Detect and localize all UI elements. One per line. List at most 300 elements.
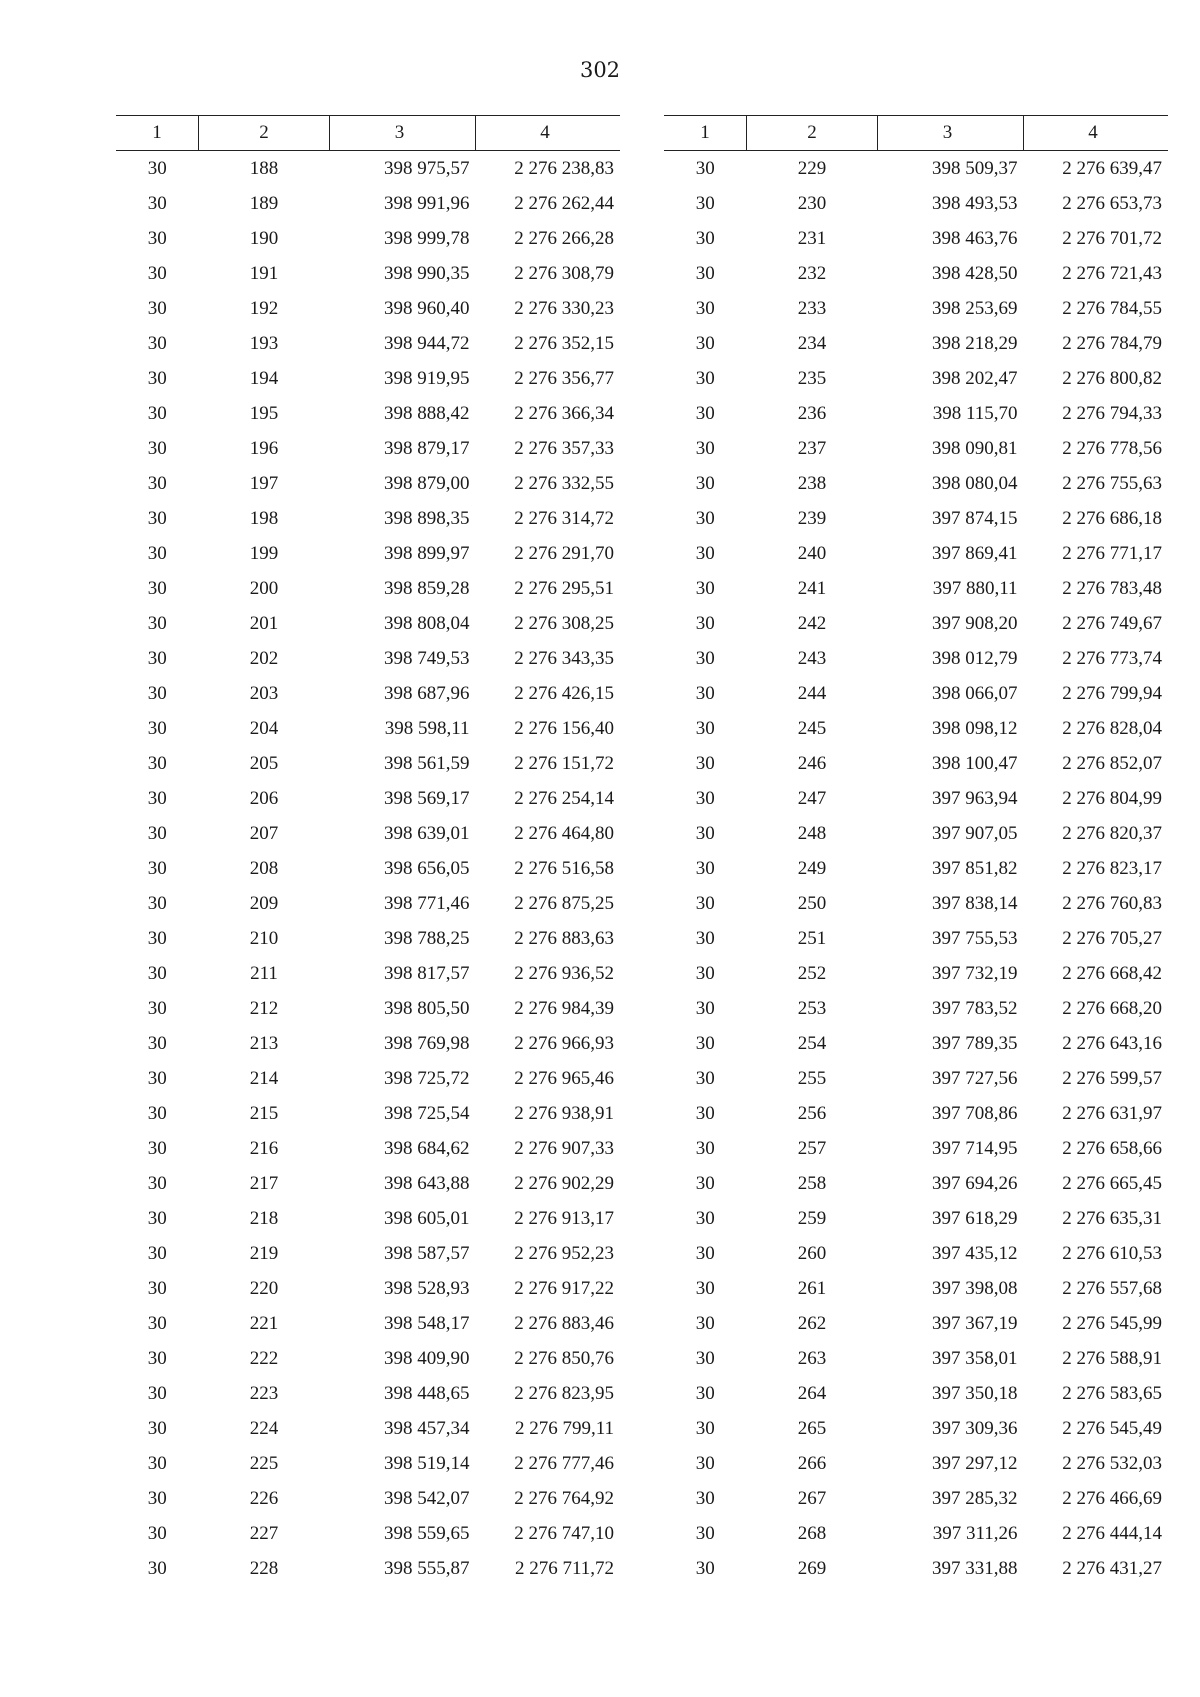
cell-zone: 30 <box>695 1207 715 1229</box>
cell-point-number: 249 <box>797 857 827 879</box>
table-row <box>116 571 620 606</box>
cell-zone: 30 <box>695 717 715 739</box>
cell-y-coordinate: 2 276 828,04 <box>1062 717 1162 739</box>
cell-zone: 30 <box>695 927 715 949</box>
cell-zone: 30 <box>695 157 715 179</box>
cell-zone: 30 <box>147 647 167 669</box>
column-header-3: 3 <box>878 116 1024 151</box>
cell-x-coordinate: 398 463,76 <box>932 227 1018 249</box>
cell-zone: 30 <box>147 1277 167 1299</box>
cell-x-coordinate: 398 817,57 <box>384 962 470 984</box>
cell-y-coordinate: 2 276 784,55 <box>1062 297 1162 319</box>
cell-point-number: 261 <box>797 1277 827 1299</box>
table-row <box>116 361 620 396</box>
table-row <box>664 1306 1168 1341</box>
table-row <box>116 431 620 466</box>
column-header-4: 4 <box>1024 116 1169 151</box>
table-row <box>664 1481 1168 1516</box>
cell-y-coordinate: 2 276 705,27 <box>1062 927 1162 949</box>
cell-x-coordinate: 397 708,86 <box>932 1102 1018 1124</box>
cell-zone: 30 <box>147 577 167 599</box>
cell-zone: 30 <box>147 192 167 214</box>
table-row <box>116 886 620 921</box>
cell-x-coordinate: 398 898,35 <box>384 507 470 529</box>
cell-point-number: 208 <box>249 857 279 879</box>
cell-y-coordinate: 2 276 266,28 <box>514 227 614 249</box>
cell-point-number: 202 <box>249 647 279 669</box>
cell-zone: 30 <box>695 1522 715 1544</box>
cell-y-coordinate: 2 276 658,66 <box>1062 1137 1162 1159</box>
cell-point-number: 189 <box>249 192 279 214</box>
cell-point-number: 203 <box>249 682 279 704</box>
cell-x-coordinate: 397 618,29 <box>932 1207 1018 1229</box>
cell-y-coordinate: 2 276 366,34 <box>514 402 614 424</box>
table-row <box>116 466 620 501</box>
cell-x-coordinate: 398 555,87 <box>384 1557 470 1579</box>
cell-y-coordinate: 2 276 545,99 <box>1062 1312 1162 1334</box>
table-row <box>664 1236 1168 1271</box>
cell-zone: 30 <box>147 1312 167 1334</box>
cell-point-number: 209 <box>249 892 279 914</box>
cell-zone: 30 <box>147 367 167 389</box>
table-row <box>116 1201 620 1236</box>
cell-zone: 30 <box>695 857 715 879</box>
table-row <box>116 1481 620 1516</box>
column-header-1: 1 <box>664 116 747 151</box>
cell-point-number: 207 <box>249 822 279 844</box>
cell-y-coordinate: 2 276 665,45 <box>1062 1172 1162 1194</box>
cell-x-coordinate: 397 755,53 <box>932 927 1018 949</box>
table-row <box>664 711 1168 746</box>
cell-y-coordinate: 2 276 721,43 <box>1062 262 1162 284</box>
table-row <box>664 1166 1168 1201</box>
cell-x-coordinate: 397 851,82 <box>932 857 1018 879</box>
cell-x-coordinate: 397 350,18 <box>932 1382 1018 1404</box>
cell-zone: 30 <box>147 1417 167 1439</box>
cell-x-coordinate: 398 879,00 <box>384 472 470 494</box>
coordinates-table-left <box>116 115 620 1586</box>
cell-zone: 30 <box>695 997 715 1019</box>
cell-zone: 30 <box>695 437 715 459</box>
cell-point-number: 188 <box>249 157 279 179</box>
cell-point-number: 232 <box>797 262 827 284</box>
table-row <box>664 606 1168 641</box>
cell-y-coordinate: 2 276 917,22 <box>514 1277 614 1299</box>
cell-point-number: 195 <box>249 402 279 424</box>
cell-zone: 30 <box>147 962 167 984</box>
table-row <box>116 1306 620 1341</box>
cell-zone: 30 <box>695 1242 715 1264</box>
cell-x-coordinate: 397 297,12 <box>932 1452 1018 1474</box>
cell-y-coordinate: 2 276 913,17 <box>514 1207 614 1229</box>
table-row <box>116 1516 620 1551</box>
table-row <box>664 676 1168 711</box>
table-row <box>116 1166 620 1201</box>
cell-y-coordinate: 2 276 343,35 <box>514 647 614 669</box>
cell-x-coordinate: 398 098,12 <box>932 717 1018 739</box>
cell-zone: 30 <box>147 787 167 809</box>
cell-y-coordinate: 2 276 852,07 <box>1062 752 1162 774</box>
cell-x-coordinate: 397 331,88 <box>932 1557 1018 1579</box>
table-row <box>116 816 620 851</box>
cell-x-coordinate: 398 999,78 <box>384 227 470 249</box>
cell-x-coordinate: 398 448,65 <box>384 1382 470 1404</box>
table-row <box>664 1061 1168 1096</box>
cell-zone: 30 <box>695 612 715 634</box>
cell-x-coordinate: 398 100,47 <box>932 752 1018 774</box>
table-row <box>664 921 1168 956</box>
cell-point-number: 217 <box>249 1172 279 1194</box>
table-row <box>116 536 620 571</box>
cell-y-coordinate: 2 276 356,77 <box>514 367 614 389</box>
cell-y-coordinate: 2 276 883,46 <box>514 1312 614 1334</box>
cell-zone: 30 <box>695 752 715 774</box>
cell-point-number: 269 <box>797 1557 827 1579</box>
cell-point-number: 215 <box>249 1102 279 1124</box>
cell-zone: 30 <box>147 1032 167 1054</box>
cell-zone: 30 <box>147 262 167 284</box>
cell-x-coordinate: 398 012,79 <box>932 647 1018 669</box>
cell-point-number: 241 <box>797 577 827 599</box>
table-row <box>116 1236 620 1271</box>
cell-y-coordinate: 2 276 643,16 <box>1062 1032 1162 1054</box>
cell-zone: 30 <box>147 1137 167 1159</box>
cell-y-coordinate: 2 276 254,14 <box>514 787 614 809</box>
cell-x-coordinate: 397 783,52 <box>932 997 1018 1019</box>
cell-x-coordinate: 398 080,04 <box>932 472 1018 494</box>
cell-x-coordinate: 397 285,32 <box>932 1487 1018 1509</box>
table-row <box>664 221 1168 256</box>
table-row <box>116 921 620 956</box>
table-row <box>116 641 620 676</box>
cell-y-coordinate: 2 276 771,17 <box>1062 542 1162 564</box>
cell-y-coordinate: 2 276 262,44 <box>514 192 614 214</box>
cell-zone: 30 <box>695 402 715 424</box>
cell-zone: 30 <box>695 1417 715 1439</box>
cell-zone: 30 <box>147 612 167 634</box>
cell-y-coordinate: 2 276 314,72 <box>514 507 614 529</box>
cell-x-coordinate: 397 874,15 <box>932 507 1018 529</box>
cell-x-coordinate: 397 727,56 <box>932 1067 1018 1089</box>
table-row <box>664 781 1168 816</box>
table-row <box>664 1411 1168 1446</box>
cell-zone: 30 <box>147 507 167 529</box>
table-row <box>116 326 620 361</box>
cell-x-coordinate: 398 253,69 <box>932 297 1018 319</box>
cell-point-number: 236 <box>797 402 827 424</box>
cell-zone: 30 <box>695 962 715 984</box>
cell-x-coordinate: 397 358,01 <box>932 1347 1018 1369</box>
cell-y-coordinate: 2 276 711,72 <box>514 1557 614 1579</box>
cell-x-coordinate: 398 202,47 <box>932 367 1018 389</box>
cell-y-coordinate: 2 276 352,15 <box>514 332 614 354</box>
cell-y-coordinate: 2 276 799,94 <box>1062 682 1162 704</box>
cell-zone: 30 <box>695 1347 715 1369</box>
cell-x-coordinate: 398 725,54 <box>384 1102 470 1124</box>
cell-x-coordinate: 397 435,12 <box>932 1242 1018 1264</box>
cell-y-coordinate: 2 276 332,55 <box>514 472 614 494</box>
cell-y-coordinate: 2 276 238,83 <box>514 157 614 179</box>
cell-y-coordinate: 2 276 749,67 <box>1062 612 1162 634</box>
cell-point-number: 212 <box>249 997 279 1019</box>
cell-zone: 30 <box>147 857 167 879</box>
cell-y-coordinate: 2 276 532,03 <box>1062 1452 1162 1474</box>
cell-y-coordinate: 2 276 965,46 <box>514 1067 614 1089</box>
cell-y-coordinate: 2 276 952,23 <box>514 1242 614 1264</box>
cell-zone: 30 <box>695 1032 715 1054</box>
cell-point-number: 200 <box>249 577 279 599</box>
cell-zone: 30 <box>147 1452 167 1474</box>
table-row <box>664 816 1168 851</box>
table-row <box>116 1061 620 1096</box>
cell-zone: 30 <box>147 1347 167 1369</box>
cell-y-coordinate: 2 276 291,70 <box>514 542 614 564</box>
cell-x-coordinate: 397 311,26 <box>932 1522 1018 1544</box>
cell-point-number: 192 <box>249 297 279 319</box>
table-row <box>116 1551 620 1586</box>
table-header-row <box>116 116 620 151</box>
cell-y-coordinate: 2 276 764,92 <box>514 1487 614 1509</box>
cell-point-number: 211 <box>250 962 278 984</box>
table-row <box>116 151 620 187</box>
cell-y-coordinate: 2 276 850,76 <box>514 1347 614 1369</box>
table-row <box>116 1131 620 1166</box>
cell-y-coordinate: 2 276 295,51 <box>514 577 614 599</box>
cell-point-number: 267 <box>797 1487 827 1509</box>
cell-zone: 30 <box>147 297 167 319</box>
cell-zone: 30 <box>695 262 715 284</box>
cell-x-coordinate: 397 908,20 <box>932 612 1018 634</box>
cell-x-coordinate: 398 115,70 <box>932 402 1018 424</box>
cell-zone: 30 <box>695 1557 715 1579</box>
table-row <box>116 746 620 781</box>
cell-zone: 30 <box>695 1487 715 1509</box>
table-row <box>116 1271 620 1306</box>
cell-x-coordinate: 398 788,25 <box>384 927 470 949</box>
cell-y-coordinate: 2 276 755,63 <box>1062 472 1162 494</box>
cell-y-coordinate: 2 276 545,49 <box>1062 1417 1162 1439</box>
cell-zone: 30 <box>147 927 167 949</box>
cell-x-coordinate: 398 218,29 <box>932 332 1018 354</box>
cell-x-coordinate: 398 605,01 <box>384 1207 470 1229</box>
cell-x-coordinate: 398 519,14 <box>384 1452 470 1474</box>
cell-x-coordinate: 398 808,04 <box>384 612 470 634</box>
cell-zone: 30 <box>147 1067 167 1089</box>
table-row <box>664 291 1168 326</box>
cell-x-coordinate: 398 569,17 <box>384 787 470 809</box>
table-row <box>116 991 620 1026</box>
cell-point-number: 198 <box>249 507 279 529</box>
table-row <box>116 221 620 256</box>
column-header-1: 1 <box>116 116 199 151</box>
table-row <box>116 1026 620 1061</box>
table-row <box>116 1446 620 1481</box>
table-row <box>664 1026 1168 1061</box>
table-row <box>664 256 1168 291</box>
cell-point-number: 252 <box>797 962 827 984</box>
cell-point-number: 262 <box>797 1312 827 1334</box>
cell-zone: 30 <box>695 472 715 494</box>
cell-x-coordinate: 398 687,96 <box>384 682 470 704</box>
cell-zone: 30 <box>695 787 715 809</box>
cell-point-number: 216 <box>249 1137 279 1159</box>
cell-point-number: 243 <box>797 647 827 669</box>
cell-point-number: 225 <box>249 1452 279 1474</box>
cell-point-number: 210 <box>249 927 279 949</box>
table-row <box>116 256 620 291</box>
cell-point-number: 255 <box>797 1067 827 1089</box>
column-header-4: 4 <box>476 116 621 151</box>
cell-y-coordinate: 2 276 583,65 <box>1062 1382 1162 1404</box>
cell-zone: 30 <box>695 332 715 354</box>
cell-y-coordinate: 2 276 516,58 <box>514 857 614 879</box>
cell-zone: 30 <box>695 1312 715 1334</box>
cell-point-number: 237 <box>797 437 827 459</box>
cell-y-coordinate: 2 276 966,93 <box>514 1032 614 1054</box>
cell-x-coordinate: 398 493,53 <box>932 192 1018 214</box>
table-row <box>116 291 620 326</box>
cell-x-coordinate: 398 879,17 <box>384 437 470 459</box>
cell-point-number: 251 <box>797 927 827 949</box>
cell-x-coordinate: 397 367,19 <box>932 1312 1018 1334</box>
cell-y-coordinate: 2 276 823,95 <box>514 1382 614 1404</box>
table-row <box>116 956 620 991</box>
table-row <box>116 676 620 711</box>
table-row <box>664 466 1168 501</box>
cell-point-number: 266 <box>797 1452 827 1474</box>
cell-point-number: 264 <box>797 1382 827 1404</box>
cell-y-coordinate: 2 276 747,10 <box>514 1522 614 1544</box>
table-row <box>664 1551 1168 1586</box>
table-row <box>664 1446 1168 1481</box>
cell-y-coordinate: 2 276 773,74 <box>1062 647 1162 669</box>
cell-point-number: 257 <box>797 1137 827 1159</box>
cell-point-number: 220 <box>249 1277 279 1299</box>
cell-y-coordinate: 2 276 875,25 <box>514 892 614 914</box>
cell-point-number: 196 <box>249 437 279 459</box>
cell-x-coordinate: 398 066,07 <box>932 682 1018 704</box>
cell-y-coordinate: 2 276 639,47 <box>1062 157 1162 179</box>
cell-x-coordinate: 398 643,88 <box>384 1172 470 1194</box>
cell-y-coordinate: 2 276 668,42 <box>1062 962 1162 984</box>
cell-zone: 30 <box>147 682 167 704</box>
table-row <box>116 711 620 746</box>
cell-y-coordinate: 2 276 902,29 <box>514 1172 614 1194</box>
cell-zone: 30 <box>695 1172 715 1194</box>
cell-y-coordinate: 2 276 984,39 <box>514 997 614 1019</box>
cell-zone: 30 <box>695 1277 715 1299</box>
cell-point-number: 224 <box>249 1417 279 1439</box>
cell-zone: 30 <box>147 752 167 774</box>
table-row <box>664 1271 1168 1306</box>
table-row <box>664 1376 1168 1411</box>
cell-point-number: 193 <box>249 332 279 354</box>
cell-point-number: 190 <box>249 227 279 249</box>
cell-point-number: 244 <box>797 682 827 704</box>
cell-y-coordinate: 2 276 883,63 <box>514 927 614 949</box>
cell-x-coordinate: 397 732,19 <box>932 962 1018 984</box>
cell-x-coordinate: 397 907,05 <box>932 822 1018 844</box>
cell-y-coordinate: 2 276 308,79 <box>514 262 614 284</box>
cell-point-number: 213 <box>249 1032 279 1054</box>
cell-x-coordinate: 397 398,08 <box>932 1277 1018 1299</box>
cell-x-coordinate: 397 694,26 <box>932 1172 1018 1194</box>
table-row <box>664 536 1168 571</box>
cell-zone: 30 <box>695 1137 715 1159</box>
cell-x-coordinate: 397 963,94 <box>932 787 1018 809</box>
cell-y-coordinate: 2 276 653,73 <box>1062 192 1162 214</box>
cell-x-coordinate: 397 869,41 <box>932 542 1018 564</box>
table-row <box>116 606 620 641</box>
cell-x-coordinate: 398 656,05 <box>384 857 470 879</box>
cell-point-number: 240 <box>797 542 827 564</box>
cell-x-coordinate: 398 975,57 <box>384 157 470 179</box>
table-row <box>116 781 620 816</box>
cell-x-coordinate: 397 309,36 <box>932 1417 1018 1439</box>
cell-point-number: 234 <box>797 332 827 354</box>
cell-x-coordinate: 398 587,57 <box>384 1242 470 1264</box>
cell-x-coordinate: 398 771,46 <box>384 892 470 914</box>
table-row <box>664 571 1168 606</box>
cell-zone: 30 <box>147 1487 167 1509</box>
table-row <box>664 361 1168 396</box>
cell-x-coordinate: 398 888,42 <box>384 402 470 424</box>
cell-y-coordinate: 2 276 777,46 <box>514 1452 614 1474</box>
cell-y-coordinate: 2 276 426,15 <box>514 682 614 704</box>
table-row <box>664 851 1168 886</box>
cell-zone: 30 <box>147 1207 167 1229</box>
cell-y-coordinate: 2 276 635,31 <box>1062 1207 1162 1229</box>
cell-point-number: 226 <box>249 1487 279 1509</box>
cell-zone: 30 <box>695 647 715 669</box>
cell-x-coordinate: 398 919,95 <box>384 367 470 389</box>
cell-point-number: 206 <box>249 787 279 809</box>
cell-zone: 30 <box>147 437 167 459</box>
cell-point-number: 256 <box>797 1102 827 1124</box>
cell-y-coordinate: 2 276 760,83 <box>1062 892 1162 914</box>
cell-point-number: 191 <box>249 262 279 284</box>
cell-point-number: 228 <box>249 1557 279 1579</box>
cell-point-number: 268 <box>797 1522 827 1544</box>
cell-y-coordinate: 2 276 938,91 <box>514 1102 614 1124</box>
cell-y-coordinate: 2 276 820,37 <box>1062 822 1162 844</box>
cell-x-coordinate: 397 880,11 <box>932 577 1018 599</box>
cell-y-coordinate: 2 276 668,20 <box>1062 997 1162 1019</box>
table-row <box>664 956 1168 991</box>
cell-zone: 30 <box>147 1242 167 1264</box>
table-row <box>664 1096 1168 1131</box>
cell-point-number: 246 <box>797 752 827 774</box>
cell-y-coordinate: 2 276 783,48 <box>1062 577 1162 599</box>
table-row <box>116 1341 620 1376</box>
cell-point-number: 260 <box>797 1242 827 1264</box>
cell-x-coordinate: 398 684,62 <box>384 1137 470 1159</box>
cell-point-number: 258 <box>797 1172 827 1194</box>
cell-zone: 30 <box>695 507 715 529</box>
table-row <box>664 431 1168 466</box>
cell-point-number: 250 <box>797 892 827 914</box>
table-row <box>664 641 1168 676</box>
cell-x-coordinate: 398 639,01 <box>384 822 470 844</box>
cell-x-coordinate: 398 528,93 <box>384 1277 470 1299</box>
cell-zone: 30 <box>147 1522 167 1544</box>
column-header-3: 3 <box>330 116 476 151</box>
cell-zone: 30 <box>147 822 167 844</box>
cell-y-coordinate: 2 276 466,69 <box>1062 1487 1162 1509</box>
cell-y-coordinate: 2 276 686,18 <box>1062 507 1162 529</box>
cell-x-coordinate: 397 789,35 <box>932 1032 1018 1054</box>
cell-zone: 30 <box>147 717 167 739</box>
